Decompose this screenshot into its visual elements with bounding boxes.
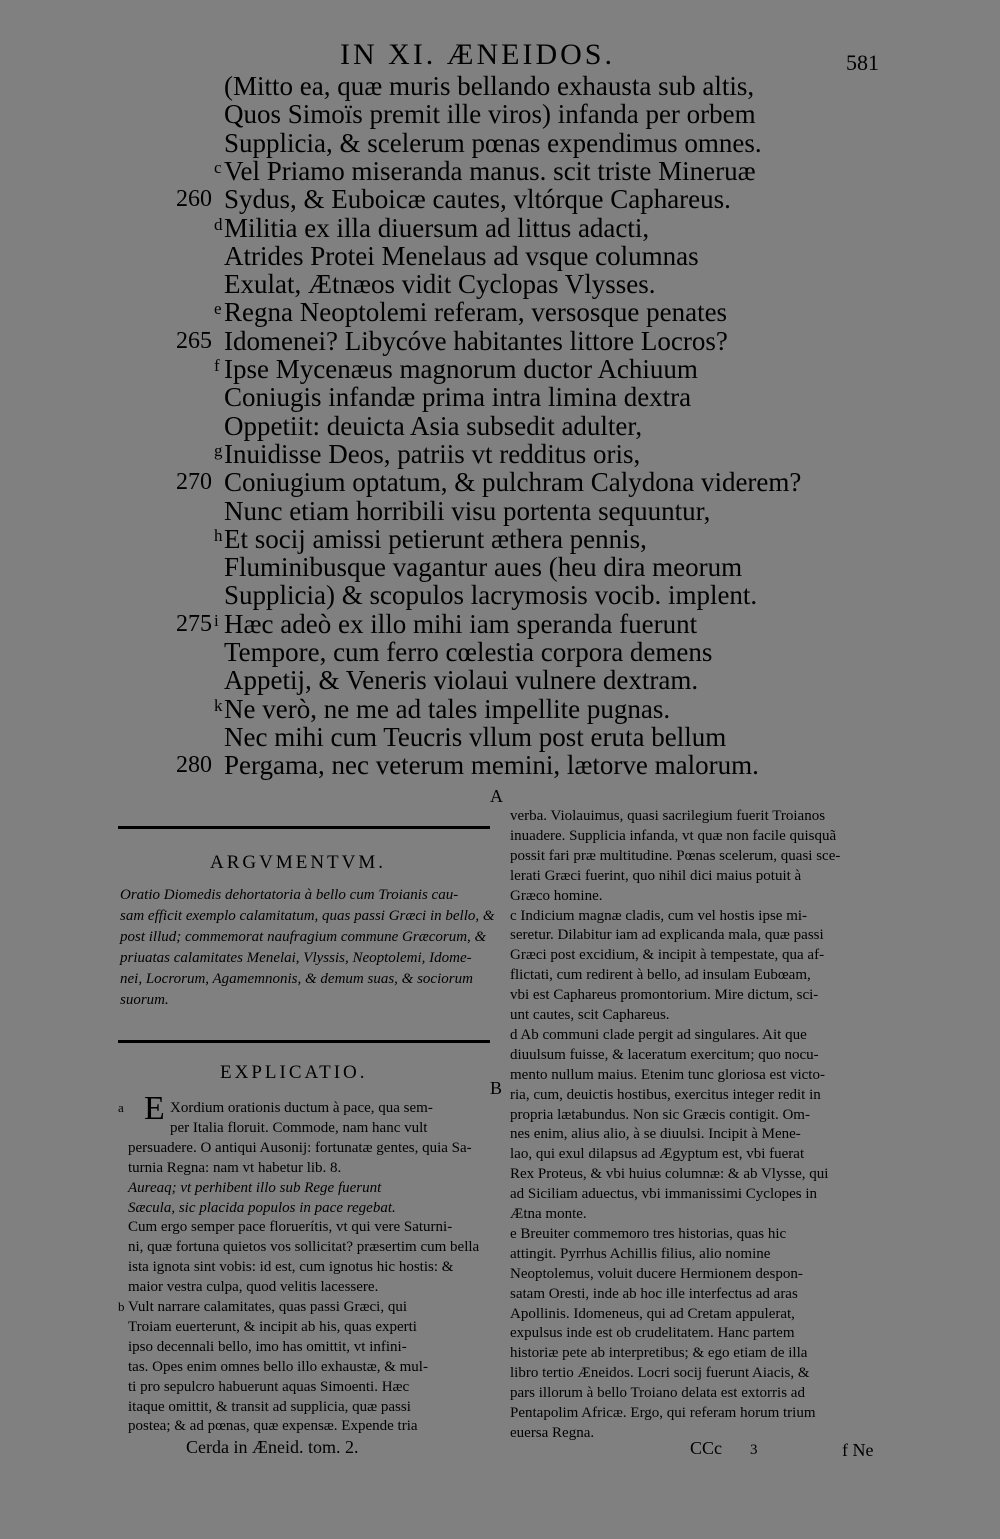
right-column-line: c Indicium magnæ cladis, cum vel hostis ipse mi- [510, 907, 808, 924]
explicatio-line-text: ipso decennali bello, imo has omittit, vt infini- [128, 1338, 407, 1355]
note-letter: c [214, 157, 222, 177]
verse-line [0, 751, 1000, 780]
explicatio-line [118, 1118, 427, 1138]
right-column-line: flictati, cum redirent à bello, ad insulam Eubœam, [510, 967, 811, 984]
explicatio-line [118, 1317, 417, 1337]
argumentum-text [120, 885, 495, 1015]
right-column-line: Apollinis. Idomeneus, qui ad Cretam appulerat, [510, 1305, 795, 1322]
note-letter: k [214, 695, 223, 715]
right-column-line: mento nullum maius. Etenim tunc gloriosa est victo- [510, 1066, 825, 1083]
right-column-line: satam Oresti, inde ab hoc ille interfectus ad aras [510, 1285, 798, 1302]
right-column-line: expulsus inde est ob crudelitatem. Hanc partem [510, 1325, 795, 1342]
verse-line [0, 497, 1000, 526]
verse-text: Tempore, cum ferro cœlestia corpora demens [224, 637, 713, 667]
explicatio-line-text: per Italia floruit. Commode, nam hanc vult [170, 1119, 428, 1136]
right-column-line: ad Siciliam aduectus, vbi immanissimi Cyclopes in [510, 1186, 818, 1203]
verse-line [0, 355, 1000, 384]
right-column-line: lerati Græci fuerint, quo nihil dici maius potuit à [510, 867, 802, 884]
right-column-line: lao, qui exul dilapsus ad Ægyptum est, vbi fuerat [510, 1146, 805, 1163]
explicatio-line-text: Cum ergo semper pace floruerítis, vt qui vere Saturni- [128, 1219, 453, 1236]
catchword: f Ne [842, 1440, 874, 1460]
right-column-line: Græci post excidium, & incipit à tempestate, qua af- [510, 947, 825, 964]
verse-text: Vel Priamo miseranda manus. scit triste Mineruæ [224, 155, 756, 186]
right-column-line: possit fari præ multitudine. Pœnas scelerum, quasi sce- [510, 847, 841, 864]
right-column-line: vbi est Caphareus promontorium. Mire dictum, sci- [510, 987, 819, 1004]
explicatio-line-text: Aureaq; vt perhibent illo sub Rege fuerunt [128, 1179, 382, 1196]
verse-text: Sydus, & Euboicæ cautes, vltórque Caphareus. [224, 184, 731, 215]
right-column-line: verba. Violauimus, quasi sacrilegium fuerit Troianos [510, 808, 826, 824]
explicatio-line [118, 1257, 453, 1277]
verse-line [0, 157, 1000, 186]
drop-cap: E [144, 1090, 165, 1127]
verse-line [0, 440, 1000, 469]
right-column-line: unt cautes, scit Caphareus. [510, 1007, 670, 1023]
margin-letter-b: B [490, 1078, 503, 1098]
explicatio-heading: EXPLICATIO. [220, 1062, 368, 1083]
explicatio-line-text: ista ignota sint vobis: id est, cum ignotus hic hostis: & [128, 1259, 454, 1276]
right-column-line: attingit. Pyrrhus Achillis filius, alio nomine [510, 1245, 771, 1262]
explicatio-line [118, 1377, 409, 1397]
explicatio-line-text: maior vestra culpa, quod velitis lacessere. [128, 1279, 379, 1296]
right-column-line: pars illorum à bello Troiano delata est extorris ad [510, 1385, 805, 1402]
verse-line [0, 525, 1000, 554]
verse-number: 260 [176, 186, 212, 213]
verse-text: Ipse Mycenæus magnorum ductor Achiuum [224, 354, 698, 384]
explicatio-line [118, 1277, 378, 1297]
verse-line [0, 185, 1000, 214]
verse-text: Fluminibusque vagantur aues (heu dira meorum [224, 552, 743, 583]
verse-line [0, 298, 1000, 327]
argumentum-line: Oratio Diomedis dehortatoria à bello cum Troianis cau- [120, 887, 459, 903]
signature-mark: CCc [690, 1438, 723, 1458]
verse-number: 275 [176, 610, 212, 637]
explicatio-line-text: Sæcula, sic placida populos in pace regebat. [128, 1199, 396, 1216]
verse-text: Et socij amissi petierunt æthera pennis, [224, 523, 647, 554]
verse-text: Exulat, Ætnæos vidit Cyclopas Vlysses. [224, 269, 656, 300]
verse-line [0, 129, 1000, 158]
signature-left: Cerda in Æneid. tom. 2. [186, 1437, 359, 1457]
verse-text: Hæc adeò ex illo mihi iam speranda fuerunt [224, 608, 698, 639]
verse-line [0, 242, 1000, 271]
explicatio-line-text: turnia Regna: nam vt habetur lib. 8. [128, 1159, 342, 1176]
verse-text: Supplicia, & scelerum pœnas expendimus omnes. [224, 127, 762, 158]
verse-line [0, 383, 1000, 412]
verse-text: Appetij, & Veneris violaui vulnere dextram. [224, 665, 699, 696]
verse-number: 270 [176, 469, 212, 496]
explicatio-line-text: itaque omittit, & transit ad supplicia, quæ passi [128, 1398, 411, 1415]
explicatio-line-text: Xordium orationis ductum à pace, qua sem- [170, 1100, 433, 1116]
note-letter: a [118, 1100, 124, 1115]
right-column-line: libro tertio Æneidos. Locri socij fuerunt Aiacis, & [510, 1365, 810, 1382]
right-column-line: historiæ pete ab interpretibus; & ego etiam de illa [510, 1345, 808, 1362]
verse-text: Nunc etiam horribili visu portenta sequuntur, [224, 495, 711, 526]
right-column-line: Ætna monte. [510, 1206, 587, 1222]
argumentum-line: sam efficit exemplo calamitatum, quas passi Græci in bello, & [120, 908, 495, 924]
right-column-line: Neoptolemus, voluit ducere Hermionem despon- [510, 1265, 803, 1282]
verse-number: 265 [176, 327, 212, 354]
right-column-line: seretur. Dilabitur iam ad explicanda mala, quæ passi [510, 927, 824, 944]
running-head: IN XI. ÆNEIDOS. [340, 38, 615, 71]
explicatio-line [118, 1217, 452, 1237]
note-letter: i [214, 610, 219, 630]
verse-line [0, 638, 1000, 667]
verse-text: (Mitto ea, quæ muris bellando exhausta sub altis, [224, 71, 755, 101]
note-letter: d [214, 214, 223, 234]
note-letter: b [118, 1299, 125, 1314]
verse-text: Militia ex illa diuersum ad littus adacti, [224, 212, 650, 243]
explicatio-line [118, 1416, 418, 1436]
explicatio-line-text: Vult narrare calamitates, quas passi Græci, qui [128, 1299, 408, 1315]
explicatio-line [118, 1090, 433, 1127]
argumentum-heading: ARGVMENTVM. [210, 852, 387, 873]
explicatio-line [118, 1138, 472, 1158]
rule-middle-left [118, 1040, 490, 1043]
verse-text: Inuidisse Deos, patriis vt redditus oris, [224, 438, 641, 469]
note-letter: f [214, 356, 220, 375]
verse-line [0, 610, 1000, 639]
note-letter: e [214, 299, 222, 319]
verse-text: Idomenei? Libycóve habitantes littore Locros? [224, 325, 728, 356]
verse-text: Oppetiit: deuicta Asia subsedit adulter, [224, 410, 643, 441]
explicatio-line [118, 1337, 407, 1357]
explicatio-line-text: Troiam euerterunt, & incipit ab his, quas experti [128, 1318, 417, 1335]
verse-line [0, 723, 1000, 752]
verse-line [0, 553, 1000, 582]
explicatio-line [118, 1297, 407, 1317]
verse-number: 280 [176, 752, 212, 779]
argumentum-line: post illud; commemorat naufragium commune Græcorum, & [120, 929, 487, 945]
verse-text: Coniugium optatum, & pulchram Calydona viderem? [224, 467, 802, 498]
explicatio-line [118, 1158, 341, 1178]
explicatio-line [118, 1357, 428, 1377]
right-column-line: inuadere. Supplicia infanda, vt quæ non facile quisquã [510, 827, 837, 844]
verse-text: Atrides Protei Menelaus ad vsque columnas [224, 240, 699, 271]
explicatio-line-text: ni, quæ fortuna quietos vos sollicitat? præsertim cum bella [128, 1239, 480, 1256]
right-column-line: Pentapolim Africæ. Ergo, qui referam horum trium [510, 1405, 816, 1421]
argumentum-line: nei, Locrorum, Agamemnonis, & demum suas, & sociorum [120, 971, 473, 987]
page-number: 581 [846, 50, 879, 75]
right-column-text [510, 806, 885, 1446]
verse-line [0, 581, 1000, 610]
verse-line [0, 695, 1000, 724]
verse-line [0, 72, 1000, 101]
explicatio-text [118, 1090, 498, 1438]
verse-line [0, 412, 1000, 441]
verse-line [0, 100, 1000, 129]
verse-text: Coniugis infandæ prima intra limina dextra [224, 382, 692, 413]
explicatio-line [118, 1237, 479, 1257]
verse-line [0, 214, 1000, 243]
explicatio-line-text: tas. Opes enim omnes bello illo exhaustæ, & mul- [128, 1358, 428, 1375]
explicatio-line-text: persuadere. O antiqui Ausonij: fortunatæ gentes, quia Sa- [128, 1139, 472, 1156]
verse-text: Nec mihi cum Teucris vllum post eruta bellum [224, 721, 727, 752]
verse-text: Supplicia) & scopulos lacrymosis vocib. implent. [224, 580, 758, 611]
verse-line [0, 270, 1000, 299]
verse-text: Pergama, nec veterum memini, lætorve malorum. [224, 750, 759, 781]
verse-line [0, 327, 1000, 356]
right-column-line: propria lætabundus. Non sic Græcis contigit. Om- [510, 1106, 810, 1123]
argumentum-line: suorum. [120, 992, 169, 1008]
explicatio-line [118, 1198, 396, 1218]
right-column-line: euersa Regna. [510, 1424, 595, 1441]
explicatio-line-text: ti pro sepulcro habuerunt aquas Simoenti. Hæc [128, 1378, 410, 1395]
right-column-line: nes enim, alius alio, à se diuulsi. Incipit à Mene- [510, 1126, 801, 1143]
right-column-line: d Ab communi clade pergit ad singulares. Ait que [510, 1026, 807, 1043]
right-column-line: e Breuiter commemoro tres historias, quas hic [510, 1225, 787, 1242]
note-letter: h [214, 525, 223, 545]
right-column-line: Rex Proteus, & vbi huius columnæ: & ab Vlysse, qui [510, 1166, 829, 1183]
verse-text: Quos Simoïs premit ille viros) infanda per orbem [224, 99, 756, 130]
verse-text: Regna Neoptolemi referam, versosque penates [224, 297, 728, 328]
explicatio-line [118, 1178, 381, 1198]
right-column-line: diuulsum fuisse, & laceratum exercitum; quo nocu- [510, 1046, 819, 1063]
argumentum-line: priuatas calamitates Menelai, Vlyssis, Neoptolemi, Idome- [120, 950, 472, 966]
right-column-line: Græco homine. [510, 887, 603, 904]
right-column-line: ria, cum, deuictis hostibus, exercitus integer redit in [510, 1086, 821, 1103]
explicatio-line [118, 1397, 411, 1417]
verse-line [0, 666, 1000, 695]
signature-number: 3 [750, 1442, 758, 1458]
note-letter: g [214, 440, 223, 460]
explicatio-line-text: postea; & ad pœnas, quæ expensæ. Expende tria [128, 1418, 418, 1435]
verse-text: Ne verò, ne me ad tales impellite pugnas. [224, 693, 671, 724]
margin-letter-a: A [490, 786, 503, 806]
verse-line [0, 468, 1000, 497]
rule-top-left [118, 826, 490, 829]
